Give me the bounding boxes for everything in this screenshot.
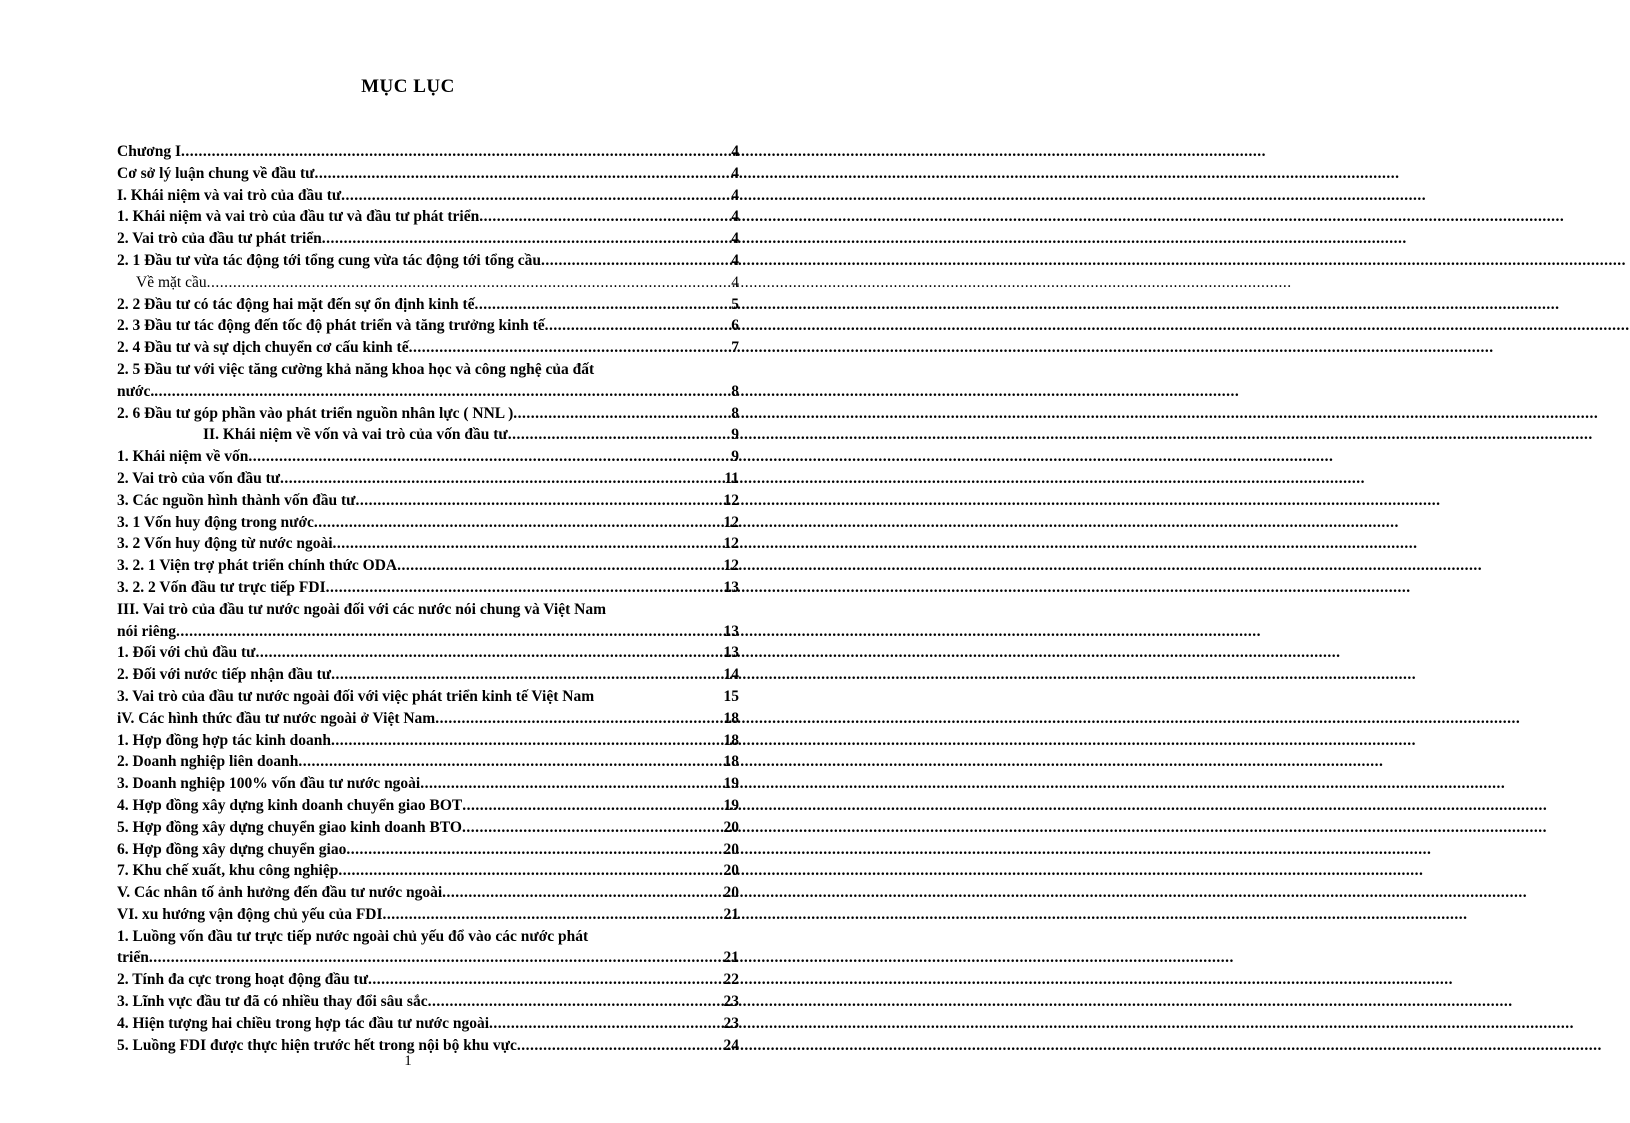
toc-entry-page: 4 bbox=[731, 230, 739, 248]
toc-entry-label: 1. Hợp đồng hợp tác kinh doanh bbox=[117, 731, 332, 749]
dot-leader bbox=[442, 882, 723, 904]
toc-entry-page: 4 bbox=[731, 164, 739, 182]
toc-entry-page: 11 bbox=[724, 469, 739, 487]
toc-entry-label: 2. 6 Đầu tư góp phần vào phát triển nguồn nhân lực ( NNL ) bbox=[117, 404, 514, 422]
toc-entry-label: 4. Hiện tượng hai chiều trong hợp tác đầu tư nước ngoài bbox=[117, 1014, 490, 1032]
toc-entry[interactable] bbox=[117, 228, 739, 250]
dot-leader bbox=[541, 250, 731, 272]
toc-entry-page: 20 bbox=[723, 862, 739, 880]
dot-leader bbox=[409, 337, 732, 359]
toc-entry[interactable] bbox=[117, 359, 739, 381]
table-of-contents bbox=[117, 141, 739, 1056]
toc-entry-label: 3. Các nguồn hình thành vốn đầu tư bbox=[117, 491, 356, 509]
toc-entry-page: 9 bbox=[731, 426, 739, 444]
toc-entry-page: 18 bbox=[723, 709, 739, 727]
toc-entry-label: nước. bbox=[117, 382, 155, 400]
toc-entry-page: 5 bbox=[731, 295, 739, 313]
dot-leader bbox=[298, 751, 723, 773]
toc-entry[interactable] bbox=[117, 730, 739, 752]
dot-leader bbox=[479, 206, 731, 228]
dot-leader bbox=[149, 947, 724, 969]
page-number: 1 bbox=[404, 1053, 412, 1069]
toc-entry[interactable] bbox=[117, 904, 739, 926]
toc-entry-label: 2. Đối với nước tiếp nhận đầu tư bbox=[117, 666, 332, 684]
toc-entry[interactable] bbox=[117, 403, 739, 425]
toc-entry-label: 1. Đối với chủ đầu tư bbox=[117, 644, 256, 662]
dot-leader bbox=[489, 1013, 723, 1035]
toc-entry-page: 4 bbox=[731, 186, 739, 204]
toc-entry-label: 3. Vai trò của đầu tư nước ngoài đối với việc phát triển kinh tế Việt Nam bbox=[117, 687, 595, 705]
dot-leader bbox=[355, 490, 723, 512]
toc-entry-label: 2. 5 Đầu tư với việc tăng cường khả năng khoa học và công nghệ của đất bbox=[117, 360, 595, 378]
toc-entry-page: 20 bbox=[723, 818, 739, 836]
toc-entry[interactable] bbox=[117, 991, 739, 1013]
toc-entry[interactable] bbox=[117, 839, 739, 861]
toc-entry-page: 19 bbox=[723, 775, 739, 793]
dot-leader bbox=[420, 773, 723, 795]
toc-entry[interactable] bbox=[117, 860, 739, 882]
dot-leader bbox=[338, 860, 723, 882]
toc-entry-label: triển bbox=[117, 949, 149, 967]
toc-entry[interactable] bbox=[117, 272, 739, 294]
toc-entry-label: 3. 1 Vốn huy động trong nước bbox=[117, 513, 314, 531]
dot-leader bbox=[280, 468, 724, 490]
toc-entry[interactable] bbox=[117, 446, 739, 468]
toc-entry[interactable] bbox=[117, 490, 739, 512]
toc-entry[interactable] bbox=[117, 599, 739, 621]
toc-entry[interactable] bbox=[117, 468, 739, 490]
toc-entry[interactable] bbox=[117, 337, 739, 359]
toc-entry-page: 8 bbox=[731, 382, 739, 400]
toc-entry-label: 2. Vai trò của đầu tư phát triển bbox=[117, 230, 322, 248]
dot-leader bbox=[331, 664, 723, 686]
dot-leader bbox=[435, 708, 723, 730]
toc-entry[interactable] bbox=[117, 381, 739, 403]
toc-entry[interactable] bbox=[117, 817, 739, 839]
toc-entry-label: 7. Khu chế xuất, khu công nghiệp bbox=[117, 862, 339, 880]
toc-entry-page: 19 bbox=[723, 796, 739, 814]
toc-entry[interactable] bbox=[117, 577, 739, 599]
toc-entry-label: 3. Lĩnh vực đầu tư đã có nhiều thay đổi sâu sắc bbox=[117, 993, 428, 1011]
toc-entry-page: 21 bbox=[723, 905, 739, 923]
toc-entry-label: 6. Hợp đồng xây dựng chuyển giao bbox=[117, 840, 347, 858]
toc-entry-page: 13 bbox=[723, 644, 739, 662]
toc-entry-label: 5. Luồng FDI được thực hiện trước hết trong nội bộ khu vực bbox=[117, 1036, 517, 1054]
toc-entry-page: 6 bbox=[731, 317, 739, 335]
toc-entry-label: Chương I bbox=[117, 143, 181, 160]
toc-entry[interactable] bbox=[117, 533, 739, 555]
toc-entry-page: 14 bbox=[723, 666, 739, 684]
toc-entry[interactable] bbox=[117, 751, 739, 773]
toc-entry-label: 2. Vai trò của vốn đầu tư bbox=[117, 469, 281, 487]
toc-entry-page: 21 bbox=[723, 949, 739, 967]
toc-entry[interactable] bbox=[117, 294, 739, 316]
toc-entry-label: 2. 1 Đầu tư vừa tác động tới tổng cung vừa tác động tới tổng cầu bbox=[117, 251, 541, 269]
toc-entry-label: 2. Doanh nghiệp liên doanh bbox=[117, 753, 299, 771]
dot-leader bbox=[397, 555, 723, 577]
toc-entry-label: 1. Khái niệm và vai trò của đầu tư và đầu tư phát triển bbox=[117, 208, 480, 226]
toc-entry-label: II. Khái niệm về vốn và vai trò của vốn đầu tư bbox=[203, 426, 508, 444]
toc-entry-page: 12 bbox=[723, 557, 739, 575]
dot-leader bbox=[508, 424, 732, 446]
toc-entry-label: 3. 2. 2 Vốn đầu tư trực tiếp FDI bbox=[117, 578, 326, 596]
dot-leader bbox=[346, 839, 723, 861]
toc-entry-label: 3. 2 Vốn huy động từ nước ngoài bbox=[117, 535, 333, 553]
toc-entry[interactable] bbox=[117, 926, 739, 948]
page-title: MỤC LỤC bbox=[361, 76, 455, 97]
toc-entry-label: nói riêng bbox=[117, 622, 176, 640]
toc-entry[interactable] bbox=[117, 141, 739, 163]
dot-leader bbox=[462, 795, 723, 817]
toc-entry-page: 13 bbox=[723, 578, 739, 596]
toc-entry-label: 1. Khái niệm về vốn bbox=[117, 448, 249, 466]
toc-entry-page: 24 bbox=[723, 1036, 739, 1054]
toc-entry[interactable] bbox=[117, 686, 739, 708]
toc-entry-label: 3. 2. 1 Viện trợ phát triển chính thức ODA bbox=[117, 557, 398, 575]
toc-entry-page: 13 bbox=[723, 622, 739, 640]
toc-entry-page: 4 bbox=[731, 273, 739, 291]
toc-entry[interactable] bbox=[117, 512, 739, 534]
dot-leader bbox=[154, 381, 731, 403]
toc-entry-page: 18 bbox=[723, 753, 739, 771]
toc-entry-label: 4. Hợp đồng xây dựng kinh doanh chuyển giao BOT bbox=[117, 796, 463, 814]
toc-entry-label: VI. xu hướng vận động chủ yếu của FDI bbox=[117, 905, 383, 923]
toc-entry-label: I. Khái niệm và vai trò của đầu tư bbox=[117, 186, 342, 204]
toc-entry[interactable] bbox=[117, 424, 739, 446]
toc-entry-page: 4 bbox=[731, 251, 739, 269]
toc-entry[interactable] bbox=[117, 947, 739, 969]
toc-entry-label: 2. 2 Đầu tư có tác động hai mặt đến sự ổn định kinh tế bbox=[117, 295, 475, 313]
toc-entry[interactable] bbox=[117, 882, 739, 904]
toc-entry[interactable] bbox=[117, 185, 739, 207]
toc-entry[interactable] bbox=[117, 708, 739, 730]
dot-leader bbox=[326, 577, 724, 599]
toc-entry[interactable] bbox=[117, 969, 739, 991]
toc-entry-page: 4 bbox=[731, 143, 739, 160]
toc-entry-page: 15 bbox=[723, 687, 739, 705]
toc-entry[interactable] bbox=[117, 1013, 739, 1035]
toc-entry[interactable] bbox=[117, 163, 739, 185]
dot-leader bbox=[314, 512, 724, 534]
dot-leader bbox=[383, 904, 724, 926]
toc-entry-label: 2. Tính đa cực trong hoạt động đầu tư bbox=[117, 971, 369, 989]
dot-leader bbox=[475, 294, 732, 316]
toc-entry-page: 4 bbox=[731, 208, 739, 226]
dot-leader bbox=[181, 141, 731, 163]
toc-entry-page: 7 bbox=[731, 339, 739, 357]
toc-entry[interactable] bbox=[117, 555, 739, 577]
toc-entry[interactable] bbox=[117, 315, 739, 337]
dot-leader bbox=[333, 533, 724, 555]
toc-entry[interactable] bbox=[117, 621, 739, 643]
dot-leader bbox=[513, 403, 731, 425]
toc-entry[interactable] bbox=[117, 206, 739, 228]
dot-leader bbox=[428, 991, 724, 1013]
toc-entry-label: III. Vai trò của đầu tư nước ngoài đối với các nước nói chung và Việt Nam bbox=[117, 600, 606, 618]
toc-entry-page: 18 bbox=[723, 731, 739, 749]
toc-entry-page: 12 bbox=[723, 491, 739, 509]
toc-entry[interactable] bbox=[117, 773, 739, 795]
dot-leader bbox=[341, 185, 731, 207]
toc-entry-page: 20 bbox=[723, 884, 739, 902]
toc-entry-page: 8 bbox=[731, 404, 739, 422]
toc-entry-label: Cơ sở lý luận chung về đầu tư bbox=[117, 164, 315, 182]
toc-entry[interactable] bbox=[117, 795, 739, 817]
toc-entry-label: 2. 4 Đầu tư và sự dịch chuyển cơ cấu kinh tế bbox=[117, 339, 409, 357]
toc-entry[interactable] bbox=[117, 664, 739, 686]
dot-leader bbox=[176, 621, 724, 643]
toc-entry-page: 12 bbox=[723, 513, 739, 531]
toc-entry-label: Về mặt cầu bbox=[136, 273, 207, 291]
toc-entry-label: V. Các nhân tố ảnh hưởng đến đầu tư nước ngoài bbox=[117, 884, 443, 902]
dot-leader bbox=[248, 446, 731, 468]
toc-entry-label: 5. Hợp đồng xây dựng chuyển giao kinh doanh BTO bbox=[117, 818, 462, 836]
toc-entry-page: 23 bbox=[723, 1014, 739, 1032]
dot-leader bbox=[322, 228, 731, 250]
toc-entry-page: 23 bbox=[723, 993, 739, 1011]
toc-entry[interactable] bbox=[117, 250, 739, 272]
toc-entry-page: 9 bbox=[731, 448, 739, 466]
dot-leader bbox=[545, 315, 732, 337]
dot-leader bbox=[368, 969, 723, 991]
toc-entry-label: 3. Doanh nghiệp 100% vốn đầu tư nước ngoài bbox=[117, 775, 421, 793]
dot-leader bbox=[207, 272, 732, 294]
toc-entry-label: iV. Các hình thức đầu tư nước ngoài ở Việt Nam bbox=[117, 709, 436, 727]
dot-leader bbox=[255, 642, 723, 664]
toc-entry-label: 2. 3 Đầu tư tác động đến tốc độ phát triển và tăng trưởng kinh tế bbox=[117, 317, 545, 335]
toc-entry-page: 22 bbox=[723, 971, 739, 989]
toc-entry-page: 12 bbox=[723, 535, 739, 553]
toc-entry-label: 1. Luồng vốn đầu tư trực tiếp nước ngoài chủ yếu đổ vào các nước phát bbox=[117, 927, 589, 945]
toc-entry[interactable] bbox=[117, 642, 739, 664]
dot-leader bbox=[331, 730, 723, 752]
dot-leader bbox=[462, 817, 724, 839]
toc-entry-page: 20 bbox=[723, 840, 739, 858]
dot-leader bbox=[314, 163, 731, 185]
